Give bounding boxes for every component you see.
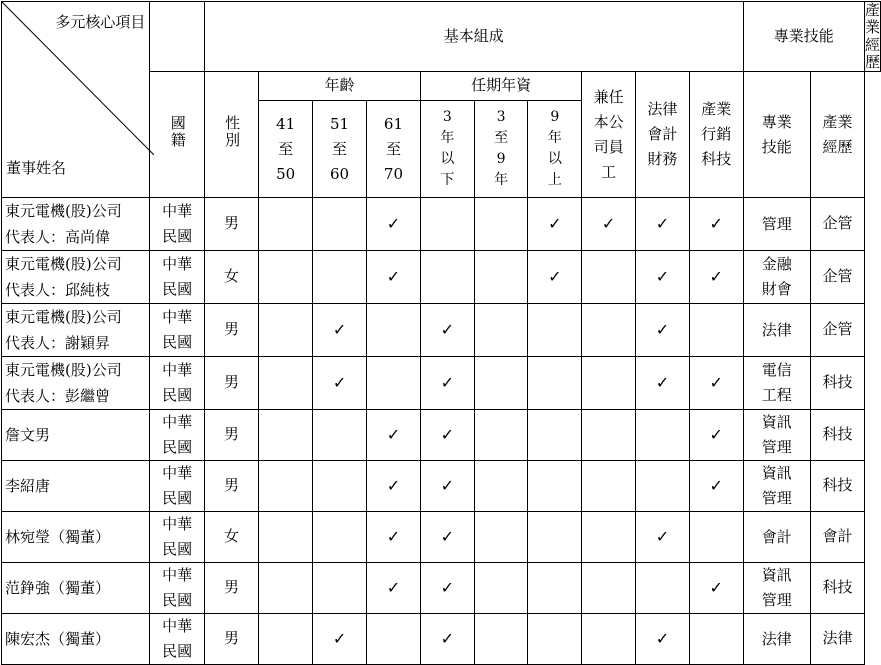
tenure-over-9-check	[528, 614, 582, 665]
nationality-cell: 中華 民國	[150, 357, 204, 410]
industry-experience-cell: 企管	[811, 198, 865, 251]
tenure-3-9-check	[474, 563, 528, 614]
age-41-50-check	[259, 198, 313, 251]
nationality-cell: 中華 民國	[150, 512, 204, 563]
gender-cell: 男	[204, 198, 258, 251]
director-name-cell: 東元電機(股)公司 代表人：謝穎昇	[2, 304, 150, 357]
age-61-70-check: ✓	[367, 512, 421, 563]
age-51-60-check	[313, 410, 367, 461]
age-51-60-check	[313, 251, 367, 304]
tenure-under-3-check: ✓	[420, 357, 474, 410]
age-51-60-check	[313, 461, 367, 512]
table-row	[2, 614, 881, 665]
pro-skill-cell: 資訊 管理	[743, 461, 810, 512]
industry-pro-skill-header: 專業 技能	[743, 72, 810, 198]
nationality-cell: 中華 民國	[150, 251, 204, 304]
blank-header-cell	[150, 2, 204, 72]
gender-cell: 女	[204, 512, 258, 563]
age-41-50-check	[259, 512, 313, 563]
age-61-70-check	[367, 304, 421, 357]
skill-industry-tech-check: ✓	[689, 563, 743, 614]
director-name-cell: 詹文男	[2, 410, 150, 461]
age-51-60-check: ✓	[313, 614, 367, 665]
gender-cell: 女	[204, 251, 258, 304]
employee-check	[582, 461, 636, 512]
skill-industry-tech-check	[689, 304, 743, 357]
basic-group-header: 基本組成	[204, 2, 743, 72]
tenure-3-9-check	[474, 614, 528, 665]
tenure-over-9-check: ✓	[528, 198, 582, 251]
skill-legal-finance-check	[636, 410, 690, 461]
director-name-cell: 林宛瑩（獨董）	[2, 512, 150, 563]
skill-legal-finance-check: ✓	[636, 614, 690, 665]
pro-skill-cell: 金融 財會	[743, 251, 810, 304]
skill-legal-finance-header: 法律 會計 財務	[636, 72, 690, 198]
gender-cell: 男	[204, 461, 258, 512]
industry-experience-cell: 科技	[811, 410, 865, 461]
gender-cell: 男	[204, 563, 258, 614]
skill-legal-finance-check	[636, 461, 690, 512]
age-51-60-check	[313, 512, 367, 563]
tenure-under-3-check: ✓	[420, 461, 474, 512]
tenure-under-3-header: 3 年 以 下	[420, 101, 474, 198]
industry-experience-cell: 科技	[811, 461, 865, 512]
tenure-over-9-header: 9 年 以 上	[528, 101, 582, 198]
industry-experience-cell: 企管	[811, 304, 865, 357]
age-41-50-check	[259, 410, 313, 461]
industry-group-header: 產業經歷	[864, 1, 880, 71]
director-name-cell: 東元電機(股)公司 代表人：高尚偉	[2, 198, 150, 251]
table-row	[2, 251, 881, 304]
skill-industry-tech-check: ✓	[689, 410, 743, 461]
skill-legal-finance-check: ✓	[636, 512, 690, 563]
skill-legal-finance-check: ✓	[636, 198, 690, 251]
tenure-group-header: 任期年資	[420, 72, 581, 101]
industry-experience-cell: 會計	[811, 512, 865, 563]
skill-legal-finance-check	[636, 563, 690, 614]
age-41-50-check	[259, 357, 313, 410]
age-41-50-check	[259, 251, 313, 304]
nationality-header: 國籍	[150, 72, 204, 198]
age-51-60-check	[313, 563, 367, 614]
skill-industry-tech-check: ✓	[689, 198, 743, 251]
table-row	[2, 512, 881, 563]
skill-industry-tech-check: ✓	[689, 357, 743, 410]
age-group-header: 年齡	[259, 72, 421, 101]
nationality-cell: 中華 民國	[150, 614, 204, 665]
tenure-3-9-check	[474, 251, 528, 304]
age-61-70-check: ✓	[367, 198, 421, 251]
corner-bottom-label: 董事姓名	[6, 158, 67, 177]
skill-legal-finance-check: ✓	[636, 304, 690, 357]
tenure-3-9-header: 3 至 9 年	[474, 101, 528, 198]
industry-experience-cell: 科技	[811, 357, 865, 410]
skill-industry-tech-check: ✓	[689, 461, 743, 512]
table-row	[2, 198, 881, 251]
table-row	[2, 563, 881, 614]
gender-cell: 男	[204, 304, 258, 357]
tenure-over-9-check	[528, 512, 582, 563]
age-61-70-check	[367, 357, 421, 410]
pro-skill-cell: 法律	[743, 304, 810, 357]
employee-check	[582, 251, 636, 304]
age-61-70-check: ✓	[367, 461, 421, 512]
tenure-3-9-check	[474, 461, 528, 512]
director-name-cell: 東元電機(股)公司 代表人：彭繼曾	[2, 357, 150, 410]
tenure-over-9-check	[528, 461, 582, 512]
tenure-3-9-check	[474, 357, 528, 410]
employee-check	[582, 304, 636, 357]
tenure-under-3-check	[420, 198, 474, 251]
nationality-cell: 中華 民國	[150, 410, 204, 461]
nationality-cell: 中華 民國	[150, 304, 204, 357]
table-row	[2, 461, 881, 512]
industry-experience-cell: 企管	[811, 251, 865, 304]
nationality-cell: 中華 民國	[150, 563, 204, 614]
age-61-70-header: 61 至 70	[367, 101, 421, 198]
age-41-50-check	[259, 304, 313, 357]
age-51-60-header: 51 至 60	[313, 101, 367, 198]
tenure-3-9-check	[474, 304, 528, 357]
age-41-50-header: 41 至 50	[259, 101, 313, 198]
tenure-over-9-check: ✓	[528, 251, 582, 304]
tenure-over-9-check	[528, 410, 582, 461]
tenure-under-3-check	[420, 251, 474, 304]
tenure-over-9-check	[528, 563, 582, 614]
age-61-70-check	[367, 614, 421, 665]
employee-check	[582, 357, 636, 410]
industry-experience-cell: 科技	[811, 563, 865, 614]
gender-cell: 男	[204, 614, 258, 665]
age-51-60-check	[313, 198, 367, 251]
nationality-cell: 中華 民國	[150, 461, 204, 512]
employee-check	[582, 512, 636, 563]
board-diversity-table	[1, 1, 881, 665]
director-name-cell: 東元電機(股)公司 代表人：邱純枝	[2, 251, 150, 304]
table-row	[2, 304, 881, 357]
age-51-60-check: ✓	[313, 357, 367, 410]
gender-cell: 男	[204, 410, 258, 461]
skill-legal-finance-check: ✓	[636, 357, 690, 410]
tenure-under-3-check: ✓	[420, 512, 474, 563]
age-61-70-check: ✓	[367, 251, 421, 304]
industry-experience-cell: 法律	[811, 614, 865, 665]
table-body	[2, 198, 881, 665]
pro-skill-cell: 資訊 管理	[743, 563, 810, 614]
director-name-cell: 李紹唐	[2, 461, 150, 512]
age-41-50-check	[259, 461, 313, 512]
tenure-under-3-check: ✓	[420, 563, 474, 614]
tenure-under-3-check: ✓	[420, 410, 474, 461]
pro-skill-cell: 管理	[743, 198, 810, 251]
skill-industry-tech-check	[689, 512, 743, 563]
skills-group-header: 專業技能	[743, 2, 864, 72]
tenure-over-9-check	[528, 357, 582, 410]
employee-check	[582, 563, 636, 614]
tenure-under-3-check: ✓	[420, 304, 474, 357]
tenure-over-9-check	[528, 304, 582, 357]
table-row	[2, 357, 881, 410]
age-51-60-check: ✓	[313, 304, 367, 357]
tenure-under-3-check: ✓	[420, 614, 474, 665]
age-61-70-check: ✓	[367, 563, 421, 614]
director-name-cell: 范錚強（獨董）	[2, 563, 150, 614]
age-41-50-check	[259, 563, 313, 614]
pro-skill-cell: 資訊 管理	[743, 410, 810, 461]
nationality-cell: 中華 民國	[150, 198, 204, 251]
employee-header: 兼任 本公 司員 工	[582, 72, 636, 198]
employee-check	[582, 410, 636, 461]
employee-check	[582, 614, 636, 665]
pro-skill-cell: 電信 工程	[743, 357, 810, 410]
corner-header-cell	[2, 2, 150, 198]
industry-experience-header: 產業 經歷	[811, 72, 865, 198]
pro-skill-cell: 法律	[743, 614, 810, 665]
corner-top-label: 多元核心項目	[55, 13, 146, 31]
skill-legal-finance-check: ✓	[636, 251, 690, 304]
gender-cell: 男	[204, 357, 258, 410]
tenure-3-9-check	[474, 198, 528, 251]
gender-header: 性別	[204, 72, 258, 198]
tenure-3-9-check	[474, 410, 528, 461]
director-name-cell: 陳宏杰（獨董）	[2, 614, 150, 665]
table-row	[2, 410, 881, 461]
age-41-50-check	[259, 614, 313, 665]
tenure-3-9-check	[474, 512, 528, 563]
skill-industry-tech-check: ✓	[689, 251, 743, 304]
skill-industry-tech-check	[689, 614, 743, 665]
employee-check: ✓	[582, 198, 636, 251]
skill-industry-tech-header: 產業 行銷 科技	[689, 72, 743, 198]
pro-skill-cell: 會計	[743, 512, 810, 563]
age-61-70-check: ✓	[367, 410, 421, 461]
